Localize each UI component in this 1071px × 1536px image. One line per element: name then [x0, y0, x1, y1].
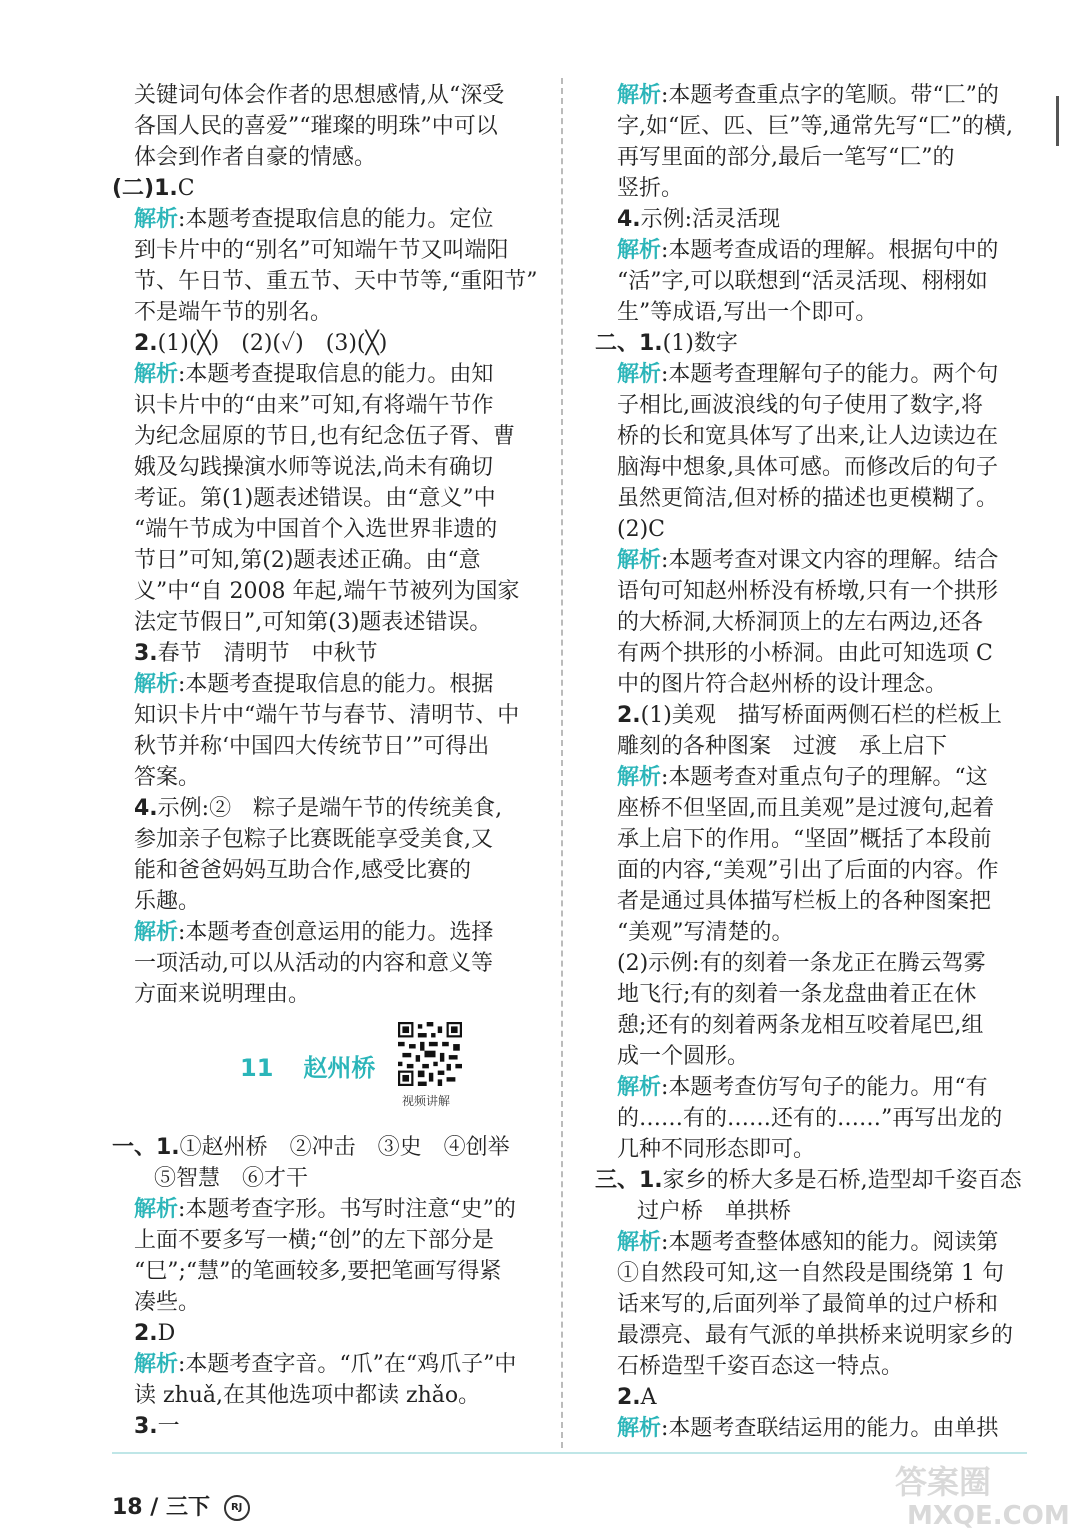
- text-line: [595, 1134, 1025, 1165]
- text-line: [112, 359, 532, 390]
- line-text: 关键词句体会作者的思想感情,从“深受: [134, 83, 505, 108]
- line-text: 到卡片中的“别名”可知端午节又叫端阳: [134, 238, 509, 263]
- line-text: :本题考查成语的理解。根据句中的: [661, 238, 999, 263]
- line-text: ①自然段可知,这一自然段是围绕第 1 句: [617, 1261, 1004, 1286]
- text-line: [112, 979, 532, 1010]
- line-text: 能和爸爸妈妈互助合作,感受比赛的: [134, 858, 471, 883]
- line-text: 识卡片中的“由来”可知,有将端午节作: [134, 393, 494, 418]
- text-line: [112, 1163, 532, 1194]
- text-line: [112, 886, 532, 917]
- line-text: 体会到作者自豪的情感。: [134, 145, 377, 170]
- text-line: [112, 1349, 532, 1380]
- analysis-tag: 解析: [134, 920, 179, 945]
- text-line: [112, 1225, 532, 1256]
- text-line: [112, 111, 532, 142]
- lesson-name: 赵州桥: [303, 1054, 376, 1082]
- text-line: [112, 266, 538, 297]
- question-number: 一、1.: [112, 1135, 180, 1160]
- text-line: [112, 1318, 532, 1349]
- analysis-tag: 解析: [134, 362, 179, 387]
- text-line: [112, 700, 532, 731]
- left-column: [112, 80, 538, 1442]
- text-line: [595, 1413, 1025, 1444]
- analysis-tag: 解析: [617, 83, 662, 108]
- question-number: 3.: [134, 641, 158, 666]
- line-text: 话来写的,后面列举了最简单的过户桥和: [617, 1292, 998, 1317]
- text-line: [112, 576, 532, 607]
- line-text: :本题考查对课文内容的理解。结合: [661, 548, 999, 573]
- text-line: [112, 80, 532, 111]
- watermark-line2: MXQE.COM: [907, 1501, 1070, 1531]
- line-text: 凑些。: [134, 1290, 201, 1315]
- line-text: 的大桥洞,大桥洞顶上的左右两边,还各: [617, 610, 983, 635]
- text-line: [112, 545, 532, 576]
- line-text: 者是通过具体描写栏板上的各种图案把: [617, 889, 992, 914]
- text-line: [112, 235, 532, 266]
- text-line: [595, 1103, 1025, 1134]
- analysis-tag: 解析: [134, 207, 179, 232]
- line-text: 几种不同形态即可。: [617, 1137, 816, 1162]
- line-text: :本题考查提取信息的能力。定位: [178, 207, 494, 232]
- text-line: [112, 731, 532, 762]
- line-text: :本题考查重点字的笔顺。带“匚”的: [661, 83, 999, 108]
- line-text: ①赵州桥 ②冲击 ③史 ④创举: [179, 1135, 510, 1160]
- analysis-tag: 解析: [617, 1075, 662, 1100]
- line-text: 节日”可知,第(2)题表述正确。由“意: [134, 548, 481, 573]
- question-number: 二、1.: [595, 331, 663, 356]
- question-number: 4.: [134, 796, 158, 821]
- line-text: :本题考查对重点句子的理解。“这: [661, 765, 988, 790]
- line-text: :本题考查创意运用的能力。选择: [178, 920, 494, 945]
- text-line: [595, 793, 1025, 824]
- line-text: :本题考查仿写句子的能力。用“有: [661, 1075, 988, 1100]
- text-line: [595, 824, 1025, 855]
- line-text: 座桥不但坚固,而且美观”是过渡句,起着: [617, 796, 995, 821]
- analysis-tag: 解析: [134, 1352, 179, 1377]
- right-lines: [595, 80, 1025, 1444]
- line-text: “美观”写清楚的。: [617, 920, 794, 945]
- text-line: [595, 266, 1025, 297]
- grade-label: 三下: [166, 1495, 211, 1520]
- line-text: (2)示例:有的刻着一条龙正在腾云驾雾: [617, 951, 986, 976]
- line-text: 一: [157, 1414, 180, 1439]
- line-text: 虽然更简洁,但对桥的描述也更模糊了。: [617, 486, 998, 511]
- question-number: 2.: [617, 1385, 641, 1410]
- text-line: [112, 328, 532, 359]
- analysis-tag: 解析: [617, 548, 662, 573]
- question-number: 4.: [617, 207, 641, 232]
- line-text: 考证。第(1)题表述错误。由“意义”中: [134, 486, 496, 511]
- text-line: [595, 1072, 1025, 1103]
- lesson-title: [240, 1048, 375, 1083]
- question-number: 2.: [134, 331, 158, 356]
- text-line: [595, 173, 1025, 204]
- line-text: :本题考查联结运用的能力。由单拱: [661, 1416, 999, 1441]
- line-text: 方面来说明理由。: [134, 982, 311, 1007]
- text-line: [595, 1382, 1025, 1413]
- text-line: [595, 80, 1025, 111]
- line-text: 面的内容,“美观”引出了后面的内容。作: [617, 858, 999, 883]
- text-line: [595, 669, 1025, 700]
- text-line: [112, 855, 532, 886]
- text-line: [112, 1380, 532, 1411]
- line-text: “端午节成为中国首个入选世界非遗的: [134, 517, 498, 542]
- line-text: ⑤智慧 ⑥才干: [154, 1166, 309, 1191]
- line-text: “活”字,可以联想到“活灵活现、栩栩如: [617, 269, 988, 294]
- text-line: [595, 204, 1025, 235]
- line-text: 最漂亮、最有气派的单拱桥来说明家乡的: [617, 1323, 1014, 1348]
- edition-badge-icon: RJ: [224, 1495, 250, 1521]
- line-text: 答案。: [134, 765, 201, 790]
- question-number: 2.: [617, 703, 641, 728]
- line-text: 读 zhuǎ,在其他选项中都读 zhǎo。: [134, 1383, 481, 1408]
- line-text: D: [157, 1321, 176, 1346]
- line-text: 语句可知赵州桥没有桥墩,只有一个拱形: [617, 579, 998, 604]
- text-line: [112, 1411, 532, 1442]
- left-lines-top: [112, 80, 538, 1010]
- line-text: 憩;还有的刻着两条龙相互咬着尾巴,组: [617, 1013, 984, 1038]
- text-line: [595, 1320, 1025, 1351]
- line-text: 娥及勾践操演水师等说法,尚未有确切: [134, 455, 493, 480]
- text-line: [112, 514, 532, 545]
- text-line: [595, 1289, 1025, 1320]
- text-line: [595, 1351, 1025, 1382]
- text-line: [595, 1010, 1025, 1041]
- line-text: 为纪念屈原的节日,也有纪念伍子胥、曹: [134, 424, 515, 449]
- watermark-line1: 答案圈: [895, 1463, 992, 1501]
- text-line: [595, 638, 1025, 669]
- line-text: 子相比,画波浪线的句子使用了数字,将: [617, 393, 983, 418]
- lesson-header: [112, 1022, 532, 1132]
- text-line: [595, 700, 1025, 731]
- line-text: 字,如“匠、匹、巨”等,通常先写“匚”的横,: [617, 114, 1013, 139]
- text-line: [112, 204, 532, 235]
- line-text: 知识卡片中“端午节与春节、清明节、中: [134, 703, 520, 728]
- text-line: [112, 793, 532, 824]
- text-line: [112, 390, 532, 421]
- text-line: [112, 142, 532, 173]
- watermark: [895, 1465, 1070, 1533]
- text-line: [112, 452, 532, 483]
- page-footer: [112, 1490, 250, 1521]
- page-number: 18: [112, 1495, 143, 1520]
- analysis-tag: 解析: [617, 1416, 662, 1441]
- text-line: [112, 824, 532, 855]
- page-separator: /: [150, 1495, 159, 1520]
- footer-rule: [112, 1452, 1027, 1454]
- line-text: “巳”;“慧”的笔画较多,要把笔画写得紧: [134, 1259, 502, 1284]
- line-text: :本题考查整体感知的能力。阅读第: [661, 1230, 999, 1255]
- line-text: :本题考查提取信息的能力。根据: [178, 672, 494, 697]
- line-text: 示例:② 粽子是端午节的传统美食,: [157, 796, 503, 821]
- text-line: [595, 576, 1025, 607]
- column-divider: [561, 78, 563, 1448]
- text-line: [595, 607, 1025, 638]
- question-number: (二)1.: [112, 176, 178, 201]
- analysis-tag: 解析: [134, 1197, 179, 1222]
- line-text: 秋节并称‘中国四大传统节日’”可得出: [134, 734, 490, 759]
- line-text: :本题考查提取信息的能力。由知: [178, 362, 494, 387]
- line-text: 成一个圆形。: [617, 1044, 750, 1069]
- line-text: (1)数字: [662, 331, 738, 356]
- text-line: [112, 173, 532, 204]
- line-text: :本题考查字音。“爪”在“鸡爪子”中: [178, 1352, 517, 1377]
- text-line: [112, 948, 532, 979]
- question-number: 三、1.: [595, 1168, 663, 1193]
- text-line: [112, 421, 532, 452]
- text-line: [595, 886, 1025, 917]
- text-line: [112, 1194, 532, 1225]
- text-line: [595, 1041, 1025, 1072]
- line-text: 各国人民的喜爱”“璀璨的明珠”中可以: [134, 114, 498, 139]
- text-line: [112, 1132, 532, 1163]
- text-line: [595, 855, 1025, 886]
- text-line: [595, 545, 1025, 576]
- analysis-tag: 解析: [617, 1230, 662, 1255]
- text-line: [112, 1287, 532, 1318]
- text-line: [595, 359, 1025, 390]
- line-text: 义”中“自 2008 年起,端午节被列为国家: [134, 579, 520, 604]
- qr-code-icon[interactable]: [398, 1022, 462, 1086]
- text-line: [595, 483, 1025, 514]
- text-line: [595, 297, 1025, 328]
- text-line: [595, 731, 1025, 762]
- line-text: 竖折。: [617, 176, 684, 201]
- analysis-tag: 解析: [617, 765, 662, 790]
- analysis-tag: 解析: [617, 362, 662, 387]
- question-number: 2.: [134, 1321, 158, 1346]
- line-text: 桥的长和宽具体写了出来,让人边读边在: [617, 424, 998, 449]
- text-line: [112, 483, 532, 514]
- line-text: 家乡的桥大多是石桥,造型却千姿百态: [662, 1168, 1022, 1193]
- line-text: 不是端午节的别名。: [134, 300, 333, 325]
- text-line: [112, 669, 532, 700]
- line-text: C: [177, 176, 195, 201]
- text-line: [595, 1165, 1025, 1196]
- line-text: 春节 清明节 中秋节: [157, 641, 378, 666]
- text-line: [595, 762, 1025, 793]
- line-text: :本题考查字形。书写时注意“史”的: [178, 1197, 516, 1222]
- text-line: [112, 1256, 532, 1287]
- line-text: 上面不要多写一横;“创”的左下部分是: [134, 1228, 494, 1253]
- line-text: :本题考查理解句子的能力。两个句: [661, 362, 999, 387]
- text-line: [595, 514, 1025, 545]
- text-line: [595, 1258, 1025, 1289]
- qr-label: 视频讲解: [402, 1094, 451, 1108]
- text-line: [112, 762, 532, 793]
- analysis-tag: 解析: [617, 238, 662, 263]
- text-line: [112, 917, 532, 948]
- text-line: [112, 297, 532, 328]
- line-text: 过户桥 单拱桥: [637, 1199, 792, 1224]
- text-line: [595, 328, 1025, 359]
- text-line: [595, 917, 1025, 948]
- text-line: [595, 979, 1025, 1010]
- line-text: (1)美观 描写桥面两侧石栏的栏板上: [640, 703, 1002, 728]
- text-line: [112, 638, 532, 669]
- line-text: 的……有的……还有的……”再写出龙的: [617, 1106, 1003, 1131]
- line-text: 示例:活灵活现: [640, 207, 781, 232]
- line-text: 脑海中想象,具体可感。而修改后的句子: [617, 455, 998, 480]
- right-column: [595, 80, 1025, 1444]
- text-line: [595, 1196, 1025, 1227]
- line-text: 再写里面的部分,最后一笔写“匚”的: [617, 145, 955, 170]
- line-text: 有两个拱形的小桥洞。由此可知选项 C: [617, 641, 993, 666]
- left-lines-bottom: [112, 1132, 532, 1442]
- text-line: [595, 235, 1025, 266]
- line-text: 生”等成语,写出一个即可。: [617, 300, 878, 325]
- line-text: 乐趣。: [134, 889, 201, 914]
- analysis-tag: 解析: [134, 672, 179, 697]
- corner-mark: [1056, 96, 1059, 146]
- line-text: 中的图片符合赵州桥的设计理念。: [617, 672, 948, 697]
- line-text: 地飞行;有的刻着一条龙盘曲着正在休: [617, 982, 977, 1007]
- text-line: [595, 452, 1025, 483]
- text-line: [595, 142, 1025, 173]
- text-line: [595, 1227, 1025, 1258]
- line-text: (1)(╳) (2)(✓) (3)(╳): [157, 331, 388, 356]
- text-line: [595, 111, 1025, 142]
- line-text: 承上启下的作用。“坚固”概括了本段前: [617, 827, 992, 852]
- line-text: 参加亲子包粽子比赛既能享受美食,又: [134, 827, 493, 852]
- line-text: 雕刻的各种图案 过渡 承上启下: [617, 734, 948, 759]
- question-number: 3.: [134, 1414, 158, 1439]
- text-line: [595, 421, 1025, 452]
- line-text: A: [640, 1385, 657, 1410]
- text-line: [595, 390, 1025, 421]
- line-text: 法定节假日”,可知第(3)题表述错误。: [134, 610, 492, 635]
- line-text: (2)C: [617, 517, 665, 542]
- text-line: [112, 607, 532, 638]
- text-line: [595, 948, 1025, 979]
- line-text: 节、午日节、重五节、天中节等,“重阳节”: [134, 269, 538, 294]
- line-text: 一项活动,可以从活动的内容和意义等: [134, 951, 493, 976]
- line-text: 石桥造型千姿百态这一特点。: [617, 1354, 904, 1379]
- lesson-number: 11: [240, 1054, 274, 1082]
